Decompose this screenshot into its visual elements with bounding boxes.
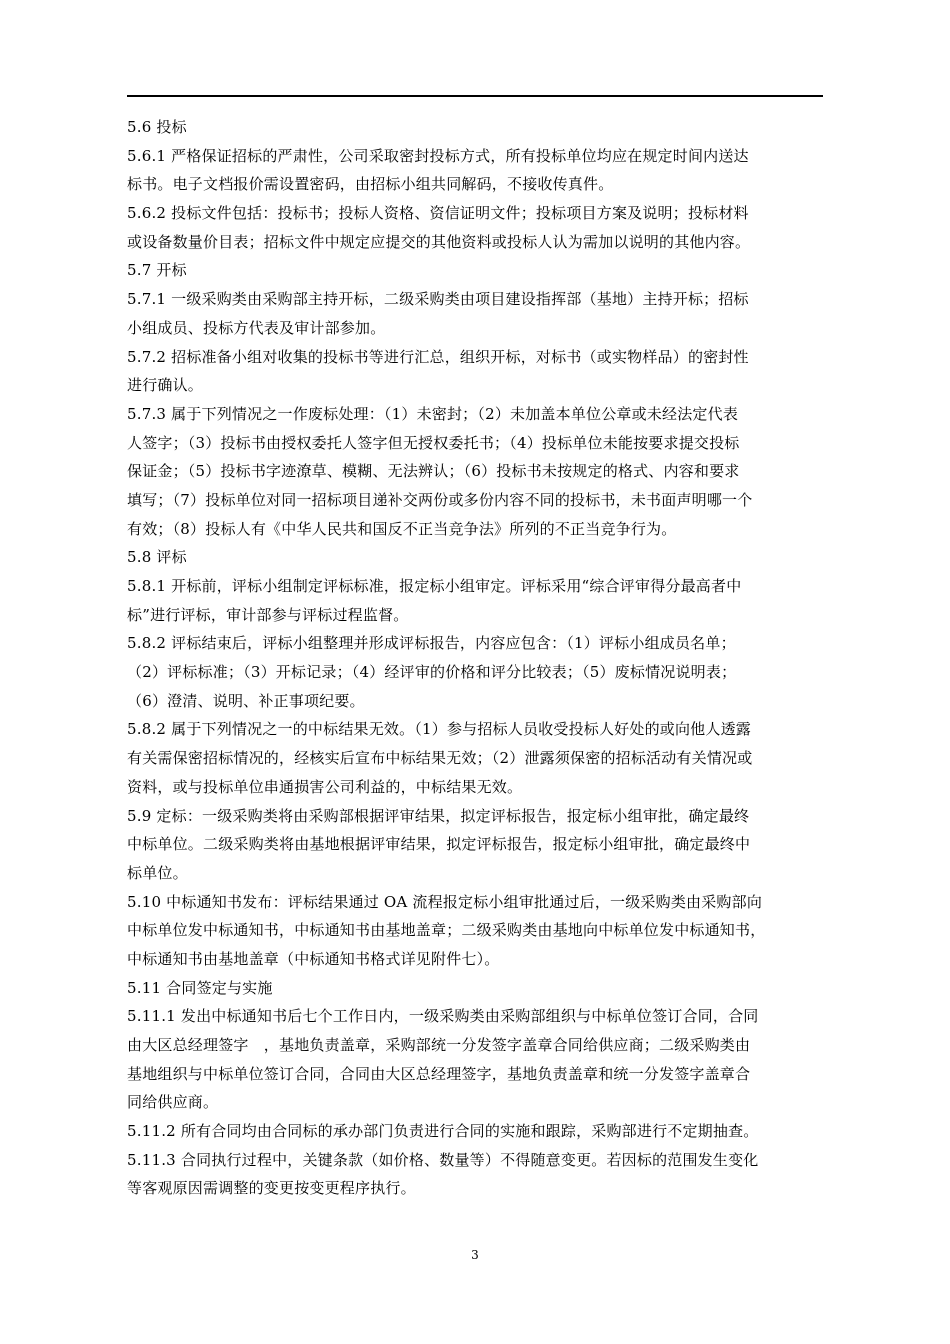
text-line: 5.7.1 一级采购类由采购部主持开标，二级采购类由项目建设指挥部（基地）主持开标；招标 — [127, 290, 749, 309]
text-line: 5.8.1 开标前，评标小组制定评标标准，报定标小组审定。评标采用“综合评审得分最高者中 — [127, 577, 742, 595]
text-line: 同给供应商。 — [127, 1093, 219, 1112]
text-line: 5.8.2 评标结束后，评标小组整理并形成评标报告，内容应包含：（1）评标小组成员名单； — [127, 634, 736, 653]
text-line: 有关需保密招标情况的，经核实后宣布中标结果无效；（2）泄露须保密的招标活动有关情况或 — [127, 749, 753, 768]
section-heading: 5.6 投标 — [127, 118, 187, 136]
text-line: 5.6.1 严格保证招标的严肃性，公司采取密封投标方式，所有投标单位均应在规定时间内送达 — [127, 146, 749, 165]
text-line: 由大区总经理签字 ，基地负责盖章，采购部统一分发签字盖章合同给供应商；二级采购类由 — [127, 1036, 751, 1054]
text-line: 填写；（7）投标单位对同一招标项目递补交两份或多份内容不同的投标书，未书面声明哪一个 — [127, 490, 753, 509]
text-line: 基地组织与中标单位签订合同，合同由大区总经理签字，基地负责盖章和统一分发签字盖章合 — [127, 1064, 751, 1083]
text-line: 中标通知书由基地盖章（中标通知书格式详见附件七）。 — [127, 949, 500, 968]
section-heading: 5.7 开标 — [127, 261, 187, 280]
text-line: 5.6.2 投标文件包括：投标书；投标人资格、资信证明文件；投标项目方案及说明；投标材料 — [127, 204, 749, 223]
text-line: 有效；（8）投标人有《中华人民共和国反不正当竞争法》所列的不正当竞争行为。 — [127, 519, 677, 538]
text-line: 5.11.2 所有合同均由合同标的承办部门负责进行合同的实施和跟踪，采购部进行不定期抽查。 — [127, 1122, 759, 1141]
text-line: 中标单位。二级采购类将由基地根据评审结果，拟定评标报告，报定标小组审批，确定最终中 — [127, 835, 751, 854]
text-line: （6）澄清、说明、补正事项纪要。 — [127, 691, 365, 710]
text-line: 5.8.2 属于下列情况之一的中标结果无效。（1）参与招标人员收受投标人好处的或向他人透露 — [127, 720, 751, 739]
text-line: 标单位。 — [127, 863, 188, 882]
text-line: 或设备数量价目表；招标文件中规定应提交的其他资料或投标人认为需加以说明的其他内容。 — [127, 232, 751, 251]
text-line: 5.11.1 发出中标通知书后七个工作日内，一级采购类由采购部组织与中标单位签订合同，合同 — [127, 1007, 759, 1026]
text-line: 5.10 中标通知书发布：评标结果通过 OA 流程报定标小组审批通过后，一级采购类由采购部向 — [127, 892, 763, 911]
text-line: 中标单位发中标通知书，中标通知书由基地盖章；二级采购类由基地向中标单位发中标通知书， — [127, 921, 766, 940]
text-line: 小组成员、投标方代表及审计部参加。 — [127, 318, 386, 337]
page-number: 3 — [471, 1248, 479, 1262]
text-line: 5.7.2 招标准备小组对收集的投标书等进行汇总，组织开标，对标书（或实物样品）的密封性 — [127, 347, 749, 366]
header-rule — [127, 95, 823, 97]
text-line: 5.9 定标：一级采购类将由采购部根据评审结果，拟定评标报告，报定标小组审批，确定最终 — [127, 806, 750, 825]
text-line: 标”进行评标，审计部参与评标过程监督。 — [127, 605, 409, 624]
text-line: 5.11.3 合同执行过程中，关键条款（如价格、数量等）不得随意变更。若因标的范围发生变化 — [127, 1150, 759, 1169]
text-line: 保证金；（5）投标书字迹潦草、模糊、无法辨认；（6）投标书未按规定的格式、内容和要求 — [127, 462, 740, 481]
text-line: 人签字；（3）投标书由授权委托人签字但无授权委托书；（4）投标单位未能按要求提交投标 — [127, 433, 740, 452]
document-body — [127, 113, 827, 1203]
text-line: 资料，或与投标单位串通损害公司利益的，中标结果无效。 — [127, 777, 523, 796]
text-line: 5.7.3 属于下列情况之一作废标处理：（1）未密封；（2）未加盖本单位公章或未经法定代表 — [127, 404, 739, 423]
section-heading: 5.11 合同签定与实施 — [127, 978, 273, 997]
text-line: 等客观原因需调整的变更按变更程序执行。 — [127, 1179, 416, 1198]
section-heading: 5.8 评标 — [127, 548, 187, 567]
text-line: 进行确认。 — [127, 376, 204, 395]
text-line: 标书。电子文档报价需设置密码，由招标小组共同解码，不接收传真件。 — [127, 175, 614, 194]
text-line: （2）评标标准；（3）开标记录；（4）经评审的价格和评分比较表；（5）废标情况说明表； — [127, 663, 737, 682]
